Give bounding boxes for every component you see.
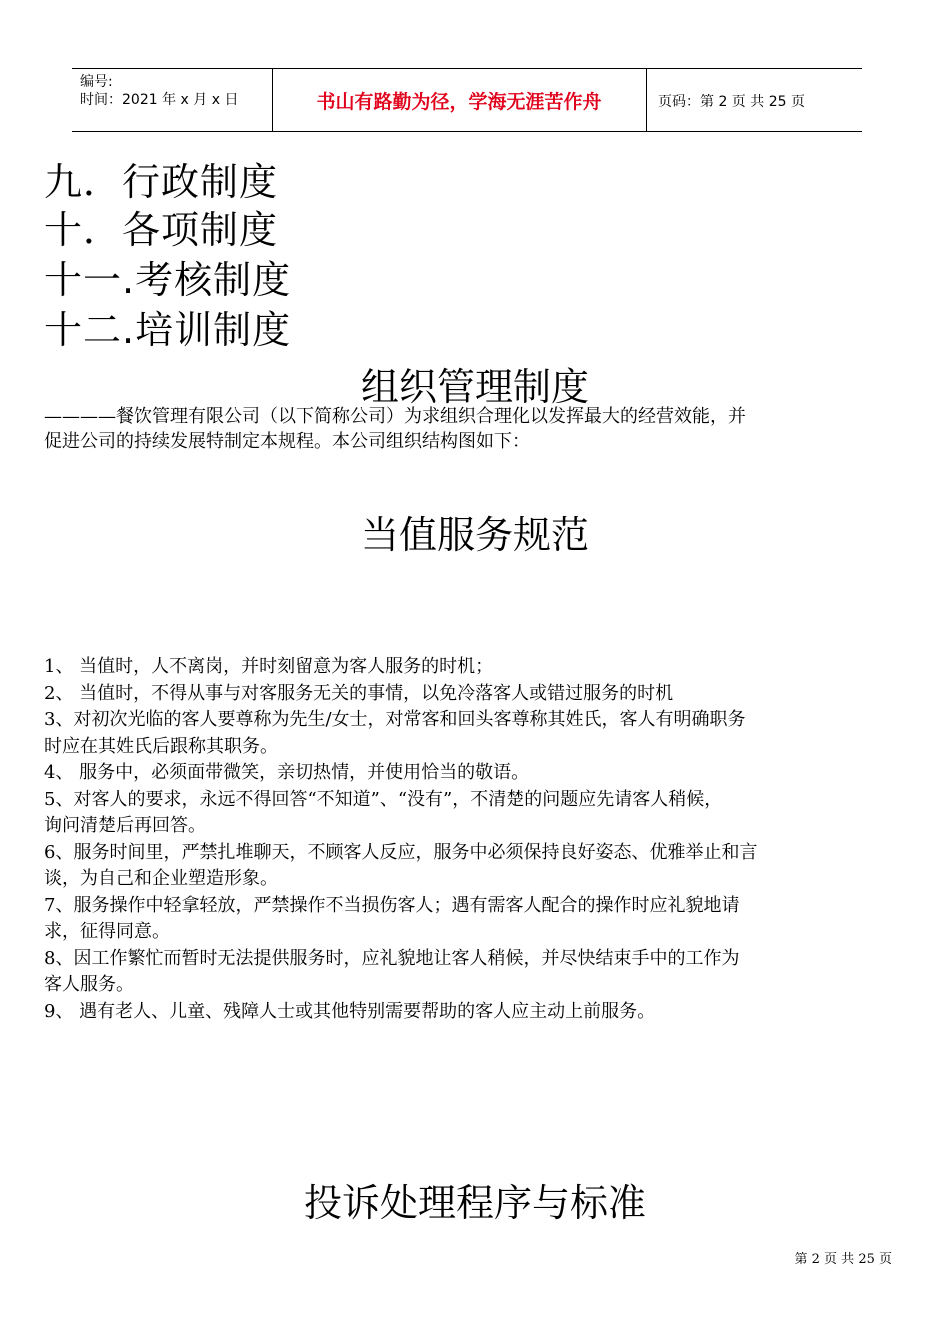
toc-item-10: 十．各项制度: [44, 208, 279, 252]
list-item: 求，征得同意。: [44, 921, 170, 942]
org-section-title: 组织管理制度: [360, 365, 589, 409]
duty-rules-list: [44, 654, 894, 1025]
list-item: 8、因工作繁忙而暂时无法提供服务时，应礼貌地让客人稍候，并尽快结束手中的工作为: [44, 947, 740, 969]
header-page-info: 页码：第 2 页 共 25 页: [658, 94, 805, 110]
toc-item-12: 十二.培训制度: [44, 308, 292, 352]
time-label: 时间：2021 年 x 月 x 日: [80, 92, 239, 108]
complaint-section-title: 投诉处理程序与标准: [303, 1181, 646, 1225]
header-divider: [646, 69, 647, 131]
header-motto: 书山有路勤为径，学海无涯苦作舟: [316, 91, 602, 113]
number-label: 编号:: [80, 74, 113, 90]
list-item: 3、对初次光临的客人要尊称为先生/女士，对常客和回头客尊称其姓氏，客人有明确职务: [44, 709, 746, 730]
list-item: 6、服务时间里，严禁扎堆聊天，不顾客人反应，服务中必须保持良好姿态、优雅举止和言: [44, 841, 758, 863]
list-item: 2、 当值时，不得从事与对客服务无关的事情，以免冷落客人或错过服务的时机: [44, 682, 674, 704]
header-meta: [80, 73, 238, 109]
org-paragraph-line: ————餐饮管理有限公司（以下简称公司）为求组织合理化以发挥最大的经营效能，并: [44, 406, 746, 427]
org-paragraph-line: 促进公司的持续发展特制定本规程。本公司组织结构图如下：: [44, 431, 530, 452]
list-item: 询问清楚后再回答。: [44, 815, 206, 836]
list-item: 7、服务操作中轻拿轻放，严禁操作不当损伤客人；遇有需客人配合的操作时应礼貌地请: [44, 894, 740, 916]
toc-item-11: 十一.考核制度: [44, 258, 292, 302]
list-item: 4、 服务中，必须面带微笑，亲切热情，并使用恰当的敬语。: [44, 762, 530, 783]
org-paragraph: [44, 404, 894, 454]
list-item: 1、 当值时，人不离岗，并时刻留意为客人服务的时机；: [44, 656, 494, 677]
list-item: 5、对客人的要求，永远不得回答“不知道”、“没有”，不清楚的问题应先请客人稍候，: [44, 788, 723, 810]
duty-section-title: 当值服务规范: [360, 513, 589, 557]
list-item: 谈，为自己和企业塑造形象。: [44, 868, 278, 889]
list-item: 9、 遇有老人、儿童、残障人士或其他特别需要帮助的客人应主动上前服务。: [44, 1000, 656, 1022]
page-footer: 第 2 页 共 25 页: [794, 1252, 892, 1267]
list-item: 时应在其姓氏后跟称其职务。: [44, 735, 278, 757]
page-header: [72, 68, 862, 132]
list-item: 客人服务。: [44, 974, 134, 995]
toc-item-9: 九．行政制度: [44, 160, 279, 204]
